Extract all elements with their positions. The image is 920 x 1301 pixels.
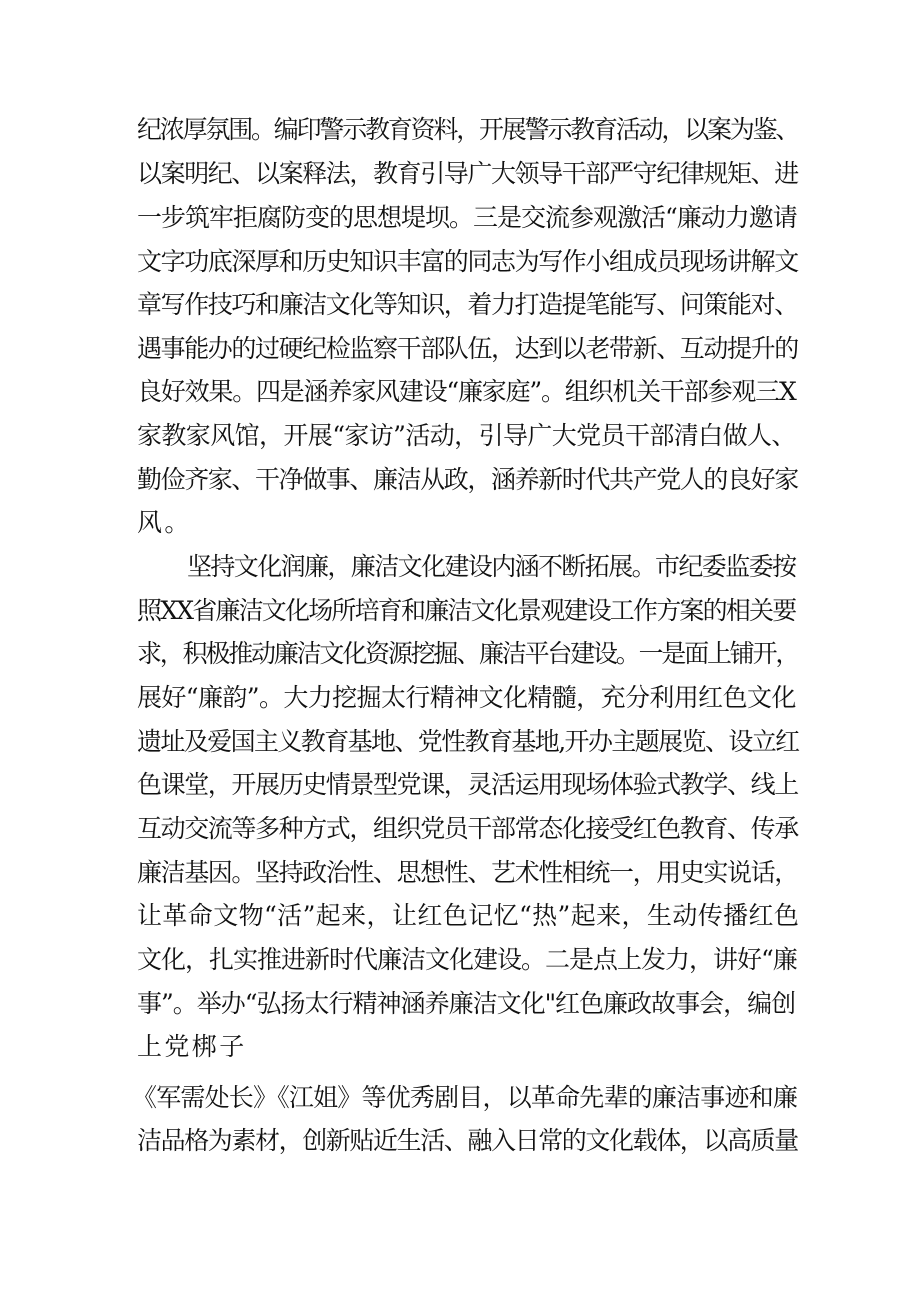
text-line: 廉洁基因。坚持政治性、思想性、艺术性相统一，用史实说话， bbox=[137, 858, 798, 887]
text-line: 上党梆子 bbox=[137, 1032, 247, 1061]
text-line: 章写作技巧和廉洁文化等知识，着力打造提笔能写、问策能对、 bbox=[137, 290, 798, 319]
text-line: 色课堂，开展历史情景型党课，灵活运用现场体验式教学、线上 bbox=[137, 770, 798, 799]
text-line: 坚持文化润廉，廉洁文化建设内涵不断拓展。市纪委监委按 bbox=[187, 552, 796, 581]
text-line: 让革命文物“活”起来，让红色记忆“热”起来，生动传播红色 bbox=[137, 901, 800, 930]
text-line: 《军需处长》《江姐》等优秀剧目，以革命先辈的廉洁事迹和廉 bbox=[132, 1083, 798, 1112]
text-line: 文化，扎实推进新时代廉洁文化建设。二是点上发力，讲好“廉 bbox=[137, 945, 797, 974]
text-line: 展好“廉韵”。大力挖掘太行精神文化精髓，充分利用红色文化 bbox=[137, 683, 796, 712]
text-line: 求，积极推动廉洁文化资源挖掘、廉洁平台建设。一是面上铺开， bbox=[137, 639, 799, 668]
text-line: 事”。举办“弘扬太行精神涵养廉洁文化"红色廉政故事会，编创 bbox=[137, 989, 796, 1018]
text-line: 纪浓厚氛围。编印警示教育资料，开展警示教育活动，以案为鉴、 bbox=[137, 115, 799, 144]
text-line: 一步筑牢拒腐防变的思想堤坝。三是交流参观激活“廉动力邀请 bbox=[137, 203, 797, 232]
text-line: 勤俭齐家、干净做事、廉洁从政，涵养新时代共产党人的良好家 bbox=[137, 465, 798, 494]
text-line: 以案明纪、以案释法，教育引导广大领导干部严守纪律规矩、进 bbox=[137, 159, 798, 188]
text-line: 互动交流等多种方式，组织党员干部常态化接受红色教育、传承 bbox=[137, 814, 798, 843]
text-line: 文字功底深厚和历史知识丰富的同志为写作小组成员现场讲解文 bbox=[137, 247, 798, 276]
text-line: 家教家风馆，开展“家访”活动，引导广大党员干部清白做人、 bbox=[137, 421, 796, 450]
text-line: 遗址及爱国主义教育基地、党性教育基地,开办主题展览、设立红 bbox=[137, 727, 799, 756]
text-line: 洁品格为素材，创新贴近生活、融入日常的文化载体，以高质量 bbox=[137, 1126, 798, 1155]
text-line: 良好效果。四是涵养家风建设“廉家庭”。组织机关干部参观三X bbox=[137, 377, 796, 406]
text-line: 风。 bbox=[137, 508, 192, 537]
text-line: 照XX省廉洁文化场所培育和廉洁文化景观建设工作方案的相关要 bbox=[137, 596, 796, 625]
text-line: 遇事能办的过硬纪检监察干部队伍，达到以老带新、互动提升的 bbox=[137, 334, 798, 363]
